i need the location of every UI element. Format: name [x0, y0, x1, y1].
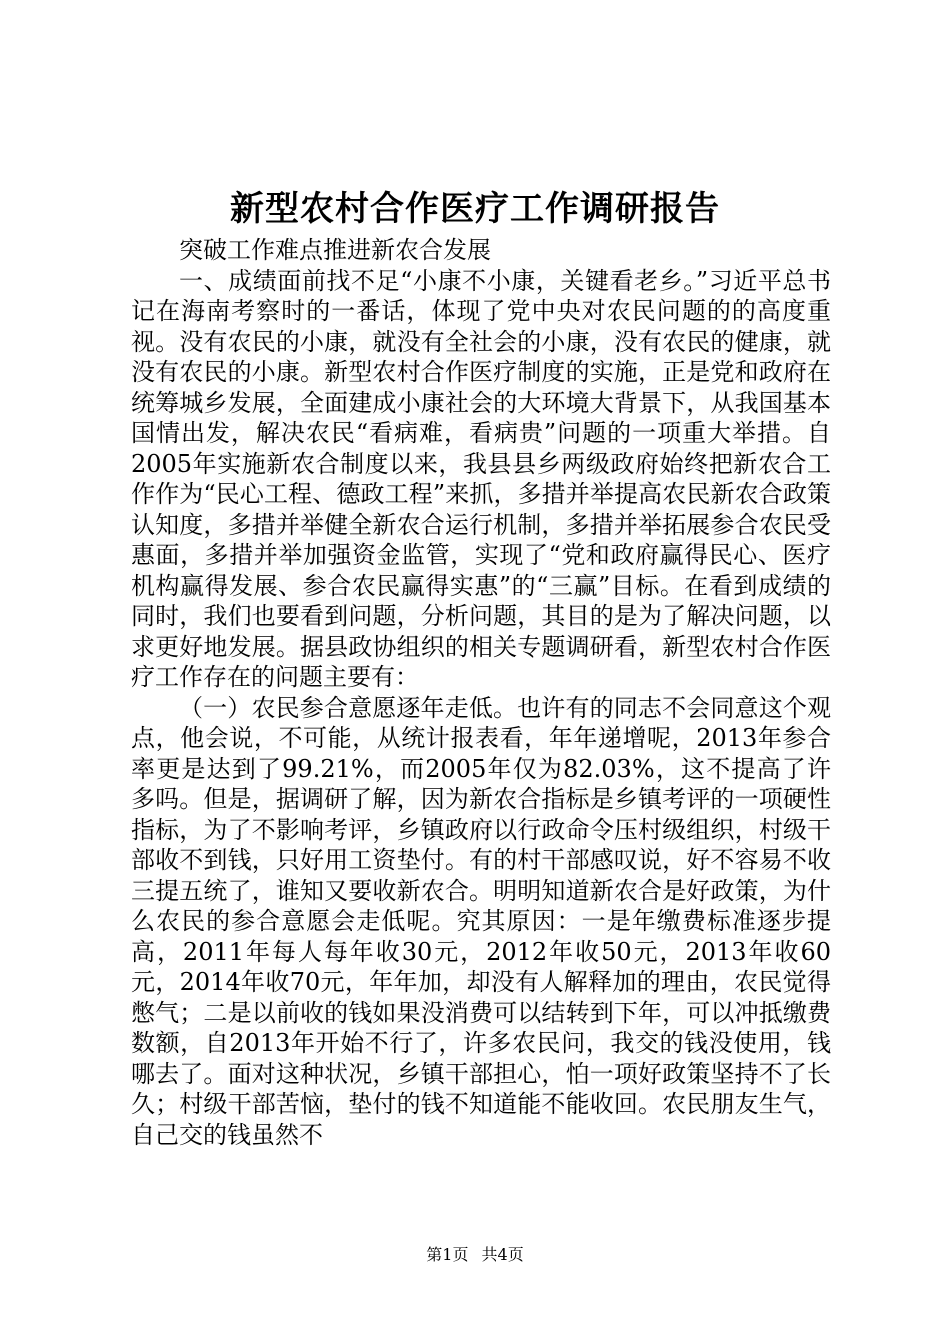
body-paragraph: （一）农民参合意愿逐年走低。也许有的同志不会同意这个观点，他会说，不可能，从统计报表看，年年递增呢，2013年参合率更是达到了99.21%，而2005年仅为82.03%，这不提高了许多吗。但是，据调研了解，因为新农合指标是乡镇考评的一项硬性指标，为了不影响考评，乡镇政府以行政命令压村级组织，村级干部收不到钱，只好用工资垫付。有的村干部感叹说，好不容易不收三提五统了，谁知又要收新农合。明明知道新农合是好政策，为什么农民的参合意愿会走低呢。究其原因：一是年缴费标准逐步提高，2011年每人每年收30元，2012年收50元，2013年收60元，2014年收70元，年年加，却没有人解释加的理由，农民觉得憋气；二是以前收的钱如果没消费可以结转到下年，可以冲抵缴费数额，自2013年开始不行了，许多农民问，我交的钱没使用，钱哪去了。面对这种状况，乡镇干部担心，怕一项好政策坚持不了长久；村级干部苦恼，垫付的钱不知道能不能收回。农民朋友生气，自己交的钱虽然不 [131, 693, 831, 1149]
document-body [131, 235, 831, 1150]
page-total: 共4页 [481, 1245, 524, 1264]
document-title: 新型农村合作医疗工作调研报告 [230, 189, 720, 229]
page-number: 第1页 [426, 1245, 469, 1264]
page-footer [0, 1244, 950, 1266]
body-paragraph: 一、成绩面前找不足“小康不小康，关键看老乡。”习近平总书记在海南考察时的一番话，体现了党中央对农民问题的的高度重视。没有农民的小康，就没有全社会的小康，没有农民的健康，就没有农民的小康。新型农村合作医疗制度的实施，正是党和政府在统筹城乡发展，全面建成小康社会的大环境大背景下，从我国基本国情出发，解决农民“看病难，看病贵”问题的一项重大举措。自2005年实施新农合制度以来，我县县乡两级政府始终把新农合工作作为“民心工程、德政工程”来抓，多措并举提高农民新农合政策认知度，多措并举健全新农合运行机制，多措并举拓展参合农民受惠面，多措并举加强资金监管，实现了“党和政府赢得民心、医疗机构赢得发展、参合农民赢得实惠”的“三赢”目标。在看到成绩的同时，我们也要看到问题，分析问题，其目的是为了解决问题，以求更好地发展。据县政协组织的相关专题调研看，新型农村合作医疗工作存在的问题主要有： [131, 266, 831, 691]
subtitle-paragraph: 突破工作难点推进新农合发展 [179, 236, 491, 264]
